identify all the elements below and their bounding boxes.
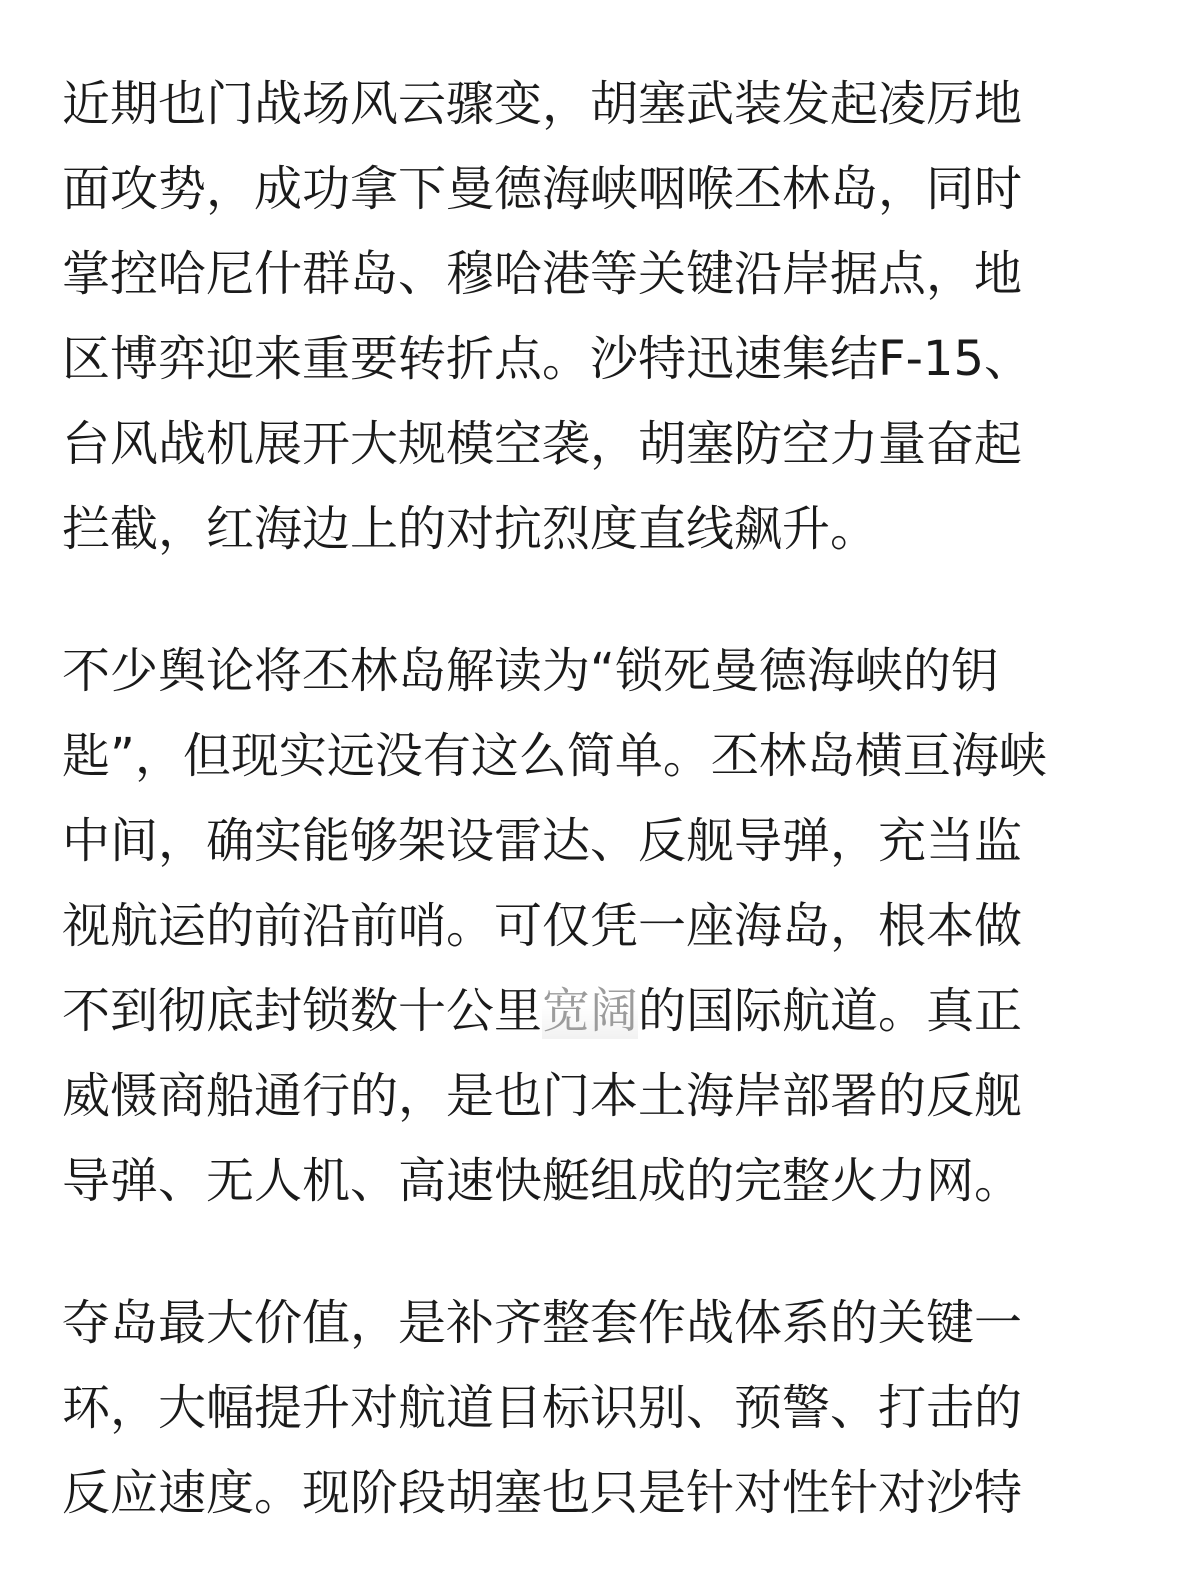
text-line: 导弹、无人机、高速快艇组成的完整火力网。	[62, 1153, 1023, 1209]
text-line: 面攻势，成功拿下曼德海峡咽喉丕林岛，同时	[62, 161, 1023, 217]
text-line: 近期也门战场风云骤变，胡塞武装发起凌厉地	[62, 76, 1023, 132]
text-line: 台风战机展开大规模空袭，胡塞防空力量奋起	[62, 416, 1023, 472]
article-body	[62, 62, 1122, 1536]
text-line: 拦截，红海边上的对抗烈度直线飙升。	[62, 501, 879, 557]
text-line: 匙”，但现实远没有这么简单。丕林岛横亘海峡	[62, 728, 1047, 784]
text-line: 不少舆论将丕林岛解读为“锁死曼德海峡的钥	[62, 643, 999, 699]
paragraph-gap	[62, 572, 1122, 629]
text-line: 视航运的前沿前哨。可仅凭一座海岛，根本做	[62, 898, 1023, 954]
paragraph-1	[62, 62, 1122, 572]
text-line: 夺岛最大价值，是补齐整套作战体系的关键一	[62, 1295, 1023, 1351]
text-line: 反应速度。现阶段胡塞也只是针对性针对沙特	[62, 1465, 1023, 1521]
text-segment: 的国际航道。真正	[638, 983, 1023, 1039]
paragraph-3	[62, 1281, 1122, 1536]
text-segment: 不到彻底封锁数十公里	[62, 983, 543, 1039]
text-line	[62, 969, 1122, 1054]
faded-text-segment: 宽阔	[542, 983, 639, 1039]
paragraph-gap	[62, 1224, 1122, 1281]
paragraph-2	[62, 629, 1122, 1224]
text-line: 区博弈迎来重要转折点。沙特迅速集结F-15、	[62, 331, 1033, 387]
text-line: 中间，确实能够架设雷达、反舰导弹，充当监	[62, 813, 1023, 869]
text-line: 环，大幅提升对航道目标识别、预警、打击的	[62, 1380, 1023, 1436]
text-line: 掌控哈尼什群岛、穆哈港等关键沿岸据点，地	[62, 246, 1023, 302]
text-line: 威慑商船通行的，是也门本土海岸部署的反舰	[62, 1068, 1023, 1124]
